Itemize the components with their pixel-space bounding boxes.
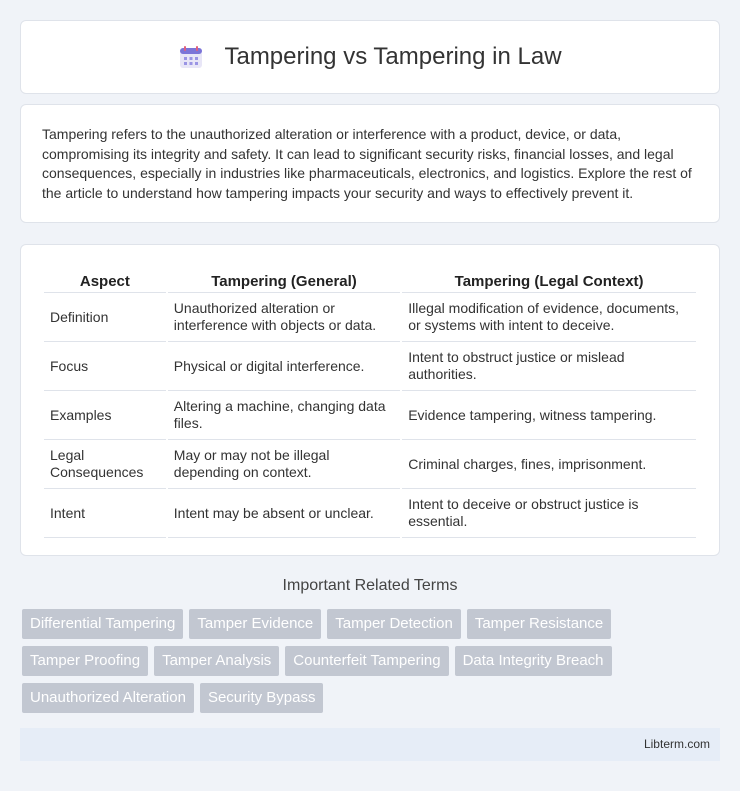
related-term-tag[interactable]: Tamper Evidence	[189, 609, 321, 639]
row-legal: Intent to obstruct justice or mislead authorities.	[402, 342, 696, 391]
intro-card	[20, 104, 720, 223]
row-legal: Intent to deceive or obstruct justice is essential.	[402, 489, 696, 538]
header-card	[20, 20, 720, 94]
intro-paragraph: Tampering refers to the unauthorized alteration or interference with a product, device, or data, compromising its integrity and safety. It can lead to significant security risks, financial losses, and legal consequences, especially in industries like pharmaceuticals, electronics, and logistics. Explore the rest of the article to understand how tampering impacts your security and ways to effectively prevent it.	[42, 126, 692, 201]
comparison-table	[42, 265, 698, 538]
table-row	[44, 293, 696, 342]
row-general: Unauthorized alteration or interference with objects or data.	[168, 293, 400, 342]
related-term-tag[interactable]: Differential Tampering	[22, 609, 183, 639]
footer	[20, 728, 720, 761]
row-legal: Illegal modification of evidence, documents, or systems with intent to deceive.	[402, 293, 696, 342]
related-term-tag[interactable]: Unauthorized Alteration	[22, 683, 194, 713]
header-aspect: Aspect	[44, 265, 166, 293]
related-term-tag[interactable]: Counterfeit Tampering	[285, 646, 448, 676]
table-header-row	[44, 265, 696, 293]
related-term-tag[interactable]: Tamper Resistance	[467, 609, 611, 639]
row-aspect: Legal Consequences	[44, 440, 166, 489]
calendar-grid-icon	[178, 44, 204, 70]
row-legal: Criminal charges, fines, imprisonment.	[402, 440, 696, 489]
row-aspect: Focus	[44, 342, 166, 391]
related-term-tag[interactable]: Tamper Detection	[327, 609, 461, 639]
footer-site-link[interactable]: Libterm.com	[643, 737, 710, 751]
row-aspect: Intent	[44, 489, 166, 538]
row-general: Altering a machine, changing data files.	[168, 391, 400, 440]
table-row	[44, 342, 696, 391]
table-row	[44, 440, 696, 489]
row-aspect: Examples	[44, 391, 166, 440]
related-terms-title: Important Related Terms	[282, 577, 458, 594]
row-aspect: Definition	[44, 293, 166, 342]
related-term-tag[interactable]: Tamper Proofing	[22, 646, 148, 676]
row-legal: Evidence tampering, witness tampering.	[402, 391, 696, 440]
header-general: Tampering (General)	[168, 265, 400, 293]
page-title: Tampering vs Tampering in Law	[224, 43, 562, 70]
related-term-tag[interactable]: Data Integrity Breach	[455, 646, 612, 676]
row-general: May or may not be illegal depending on context.	[168, 440, 400, 489]
related-term-tag[interactable]: Security Bypass	[200, 683, 324, 713]
related-term-tag[interactable]: Tamper Analysis	[154, 646, 279, 676]
header-legal: Tampering (Legal Context)	[402, 265, 696, 293]
table-row	[44, 489, 696, 538]
comparison-table-card	[20, 244, 720, 556]
row-general: Intent may be absent or unclear.	[168, 489, 400, 538]
row-general: Physical or digital interference.	[168, 342, 400, 391]
table-row	[44, 391, 696, 440]
related-terms-list	[22, 609, 722, 713]
